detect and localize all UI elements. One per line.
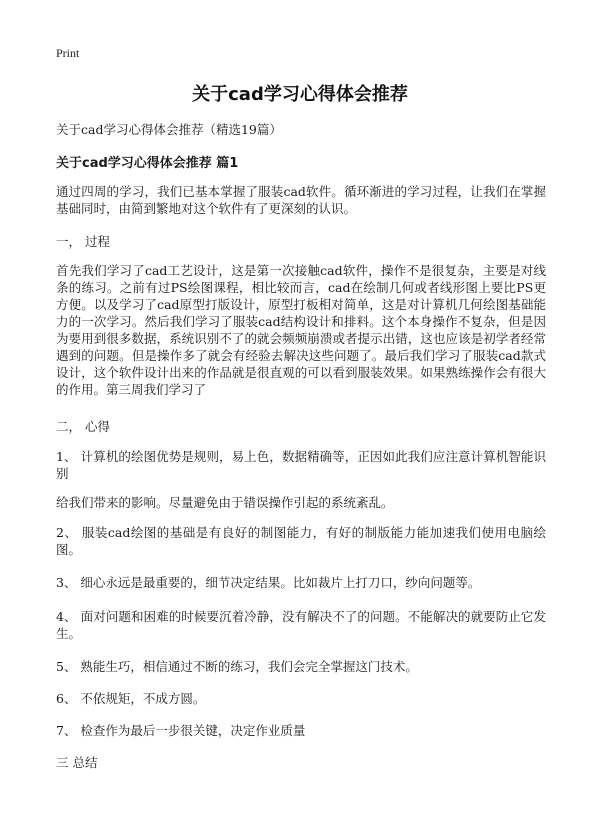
list-item-5: 5、 熟能生巧，相信通过不断的练习，我们会完全掌握这门技术。 <box>56 659 418 674</box>
list-item-6: 6、 不依规矩，不成方圆。 <box>56 691 206 706</box>
heading-insight: 二， 心得 <box>56 419 110 434</box>
intro-paragraph: 通过四周的学习，我们已基本掌握了服装cad软件。循环渐进的学习过程，让我们在掌握基础同时，由简到繁地对这个软件有了更深刻的认识。 <box>56 184 546 216</box>
list-item-2: 2、 服装cad绘图的基础是有良好的制图能力，有好的制版能力能加速我们使用电脑绘图。 <box>56 525 546 557</box>
list-item-1: 1、 计算机的绘图优势是规则，易上色，数据精确等，正因如此我们应注意计算机智能识别 <box>56 449 546 481</box>
process-paragraph: 首先我们学习了cad工艺设计，这是第一次接触cad软件，操作不是很复杂，主要是对线条的练习。之前有过PS绘图课程，相比较而言，cad在绘制几何或者线形图上要比PS更方便。以及学习了cad原型打版设计，原型打板相对简单，这是对计算机几何绘图基础能力的一次学习。然后我们学习了服装cad结构设计和排料。这个本身操作不复杂，但是因为要用到很多数据，系统识别不了的就会频频崩溃或者提示出错，这也应该是初学者经常遇到的问题。但是操作多了就会有经验去解决这些问题了。最后我们学习了服装cad款式设计，这个软件设计出来的作品就是很直观的可以看到服装效果。如果熟练操作会有很大的作用。第三周我们学习了 <box>56 263 546 397</box>
list-item-3: 3、 细心永远是最重要的，细节决定结果。比如裁片上打刀口，纱向问题等。 <box>56 575 481 590</box>
document-subtitle: 关于cad学习心得体会推荐（精选19篇） <box>56 122 282 137</box>
heading-summary: 三 总结 <box>56 755 98 770</box>
list-item-1-continued: 给我们带来的影响。尽量避免由于错误操作引起的系统紊乱。 <box>56 495 394 510</box>
section-heading: 关于cad学习心得体会推荐 篇1 <box>56 156 239 171</box>
heading-process: 一， 过程 <box>56 234 110 249</box>
list-item-7: 7、 检查作为最后一步很关键，决定作业质量 <box>56 723 306 738</box>
document-title: 关于cad学习心得体会推荐 <box>192 84 408 105</box>
print-link[interactable]: Print <box>56 46 80 60</box>
list-item-4: 4、 面对问题和困难的时候要沉着冷静，没有解决不了的问题。不能解决的就要防止它发生。 <box>56 609 546 641</box>
